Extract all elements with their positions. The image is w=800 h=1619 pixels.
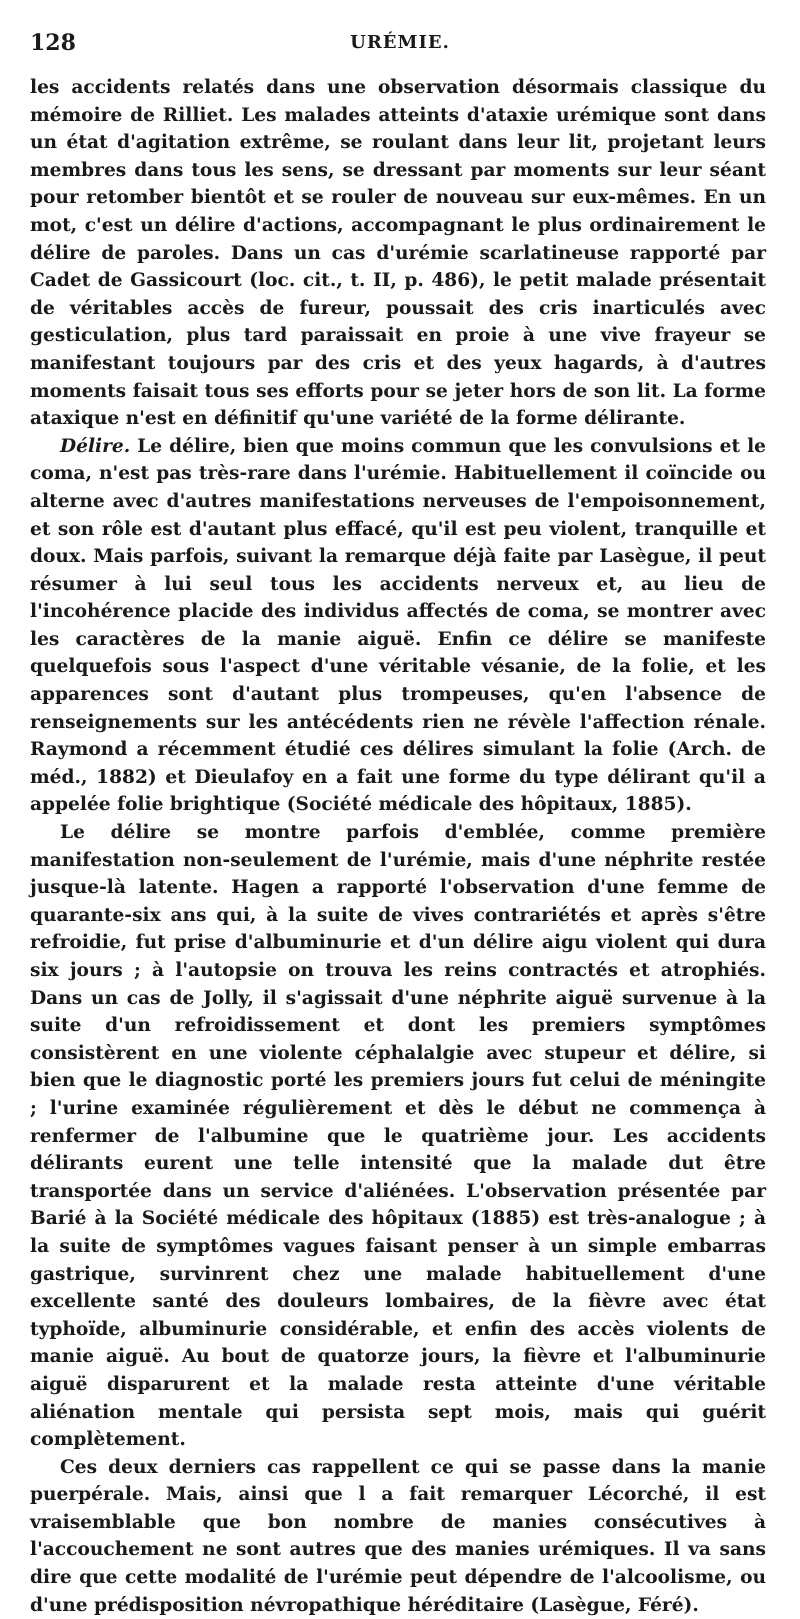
paragraph-1: les accidents relatés dans une observation désormais classique du mémoire de Rilliet. Les malades atteints d'ataxie urémique sont dans un état d'agitation extrême, se roulant dans leur lit, projetant leurs membres dans tous les sens, se dressant par moments sur leur séant pour retomber bientôt et se rouler de nouveau sur eux-mêmes. En un mot, c'est un délire d'actions, accompagnant le plus ordinairement le délire de paroles. Dans un cas d'urémie scarlatineuse rapporté par Cadet de Gassicourt (loc. cit., t. II, p. 486), le petit malade présentait de véritables accès de fureur, poussait des cris inarticulés avec gesticulation, plus tard paraissait en proie à une vive frayeur se manifestant toujours par des cris et des yeux hagards, à d'autres moments faisait tous ses efforts pour se jeter hors de son lit. La forme ataxique n'est en définitif qu'une variété de la forme délirante. xyxy=(30,77,766,430)
paragraph-2-text: Le délire, bien que moins commun que les convulsions et le coma, n'est pas très-rare dans l'urémie. Habituellement il coïncide ou alterne avec d'autres manifestations nerveuses de l'empoisonnement, et son rôle est d'autant plus effacé, qu'il est peu violent, tranquille et doux. Mais parfois, suivant la remarque déjà faite par Lasègue, il peut résumer à lui seul tous les accidents nerveux et, au lieu de l'incohérence placide des individus affectés de coma, se montrer avec les caractères de la manie aiguë. Enfin ce délire se manifeste quelquefois sous l'aspect d'une véritable vésanie, de la folie, et les apparences sont d'autant plus trompeuses, qu'en l'absence de renseignements sur les antécédents rien ne révèle l'affection rénale. Raymond a récemment étudié ces délires simulant la folie (Arch. de méd., 1882) et Dieulafoy en a fait une forme du type délirant qu'il a appelée folie brightique (Société médicale des hôpitaux, 1885). xyxy=(30,435,766,816)
body-text xyxy=(30,74,766,1619)
section-lead: Délire. xyxy=(60,435,131,457)
page-number: 128 xyxy=(30,30,76,56)
paragraph-4: Ces deux derniers cas rappellent ce qui se passe dans la manie puerpérale. Mais, ainsi que l a fait remarquer Lécorché, il est vraisemblable que bon nombre de manies consécutives à l'accouchement ne sont autres que des manies urémiques. Il va sans dire que cette modalité de l'urémie peut dépendre de l'alcoolisme, ou d'une prédisposition névropathique héréditaire (Lasègue, Féré). xyxy=(30,1456,766,1616)
running-head: URÉMIE. xyxy=(350,32,450,53)
paragraph-2 xyxy=(30,433,766,819)
paragraph-3: Le délire se montre parfois d'emblée, comme première manifestation non-seulement de l'urémie, mais d'une néphrite restée jusque-là latente. Hagen a rapporté l'observation d'une femme de quarante-six ans qui, à la suite de vives contrariétés et après s'être refroidie, fut prise d'albuminurie et d'un délire aigu violent qui dura six jours ; à l'autopsie on trouva les reins contractés et atrophiés. Dans un cas de Jolly, il s'agissait d'une néphrite aiguë survenue à la suite d'un refroidissement et dont les premiers symptômes consistèrent en une violente céphalalgie avec stupeur et délire, si bien que le diagnostic porté les premiers jours fut celui de méningite ; l'urine examinée régulièrement et dès le début ne commença à renfermer de l'albumine que le quatrième jour. Les accidents délirants eurent une telle intensité que la malade dut être transportée dans un service d'aliénées. L'observation présentée par Barié à la Société médicale des hôpitaux (1885) est très-analogue ; à la suite de symptômes vagues faisant penser à un simple embarras gastrique, survinrent chez une malade habituellement d'une excellente santé des douleurs lombaires, de la fièvre avec état typhoïde, albuminurie considérable, et enfin des accès violents de manie aiguë. Au bout de quatorze jours, la fièvre et l'albuminurie aiguë disparurent et la malade resta atteinte d'une véritable aliénation mentale qui persista sept mois, mais qui guérit complètement. xyxy=(30,822,766,1451)
